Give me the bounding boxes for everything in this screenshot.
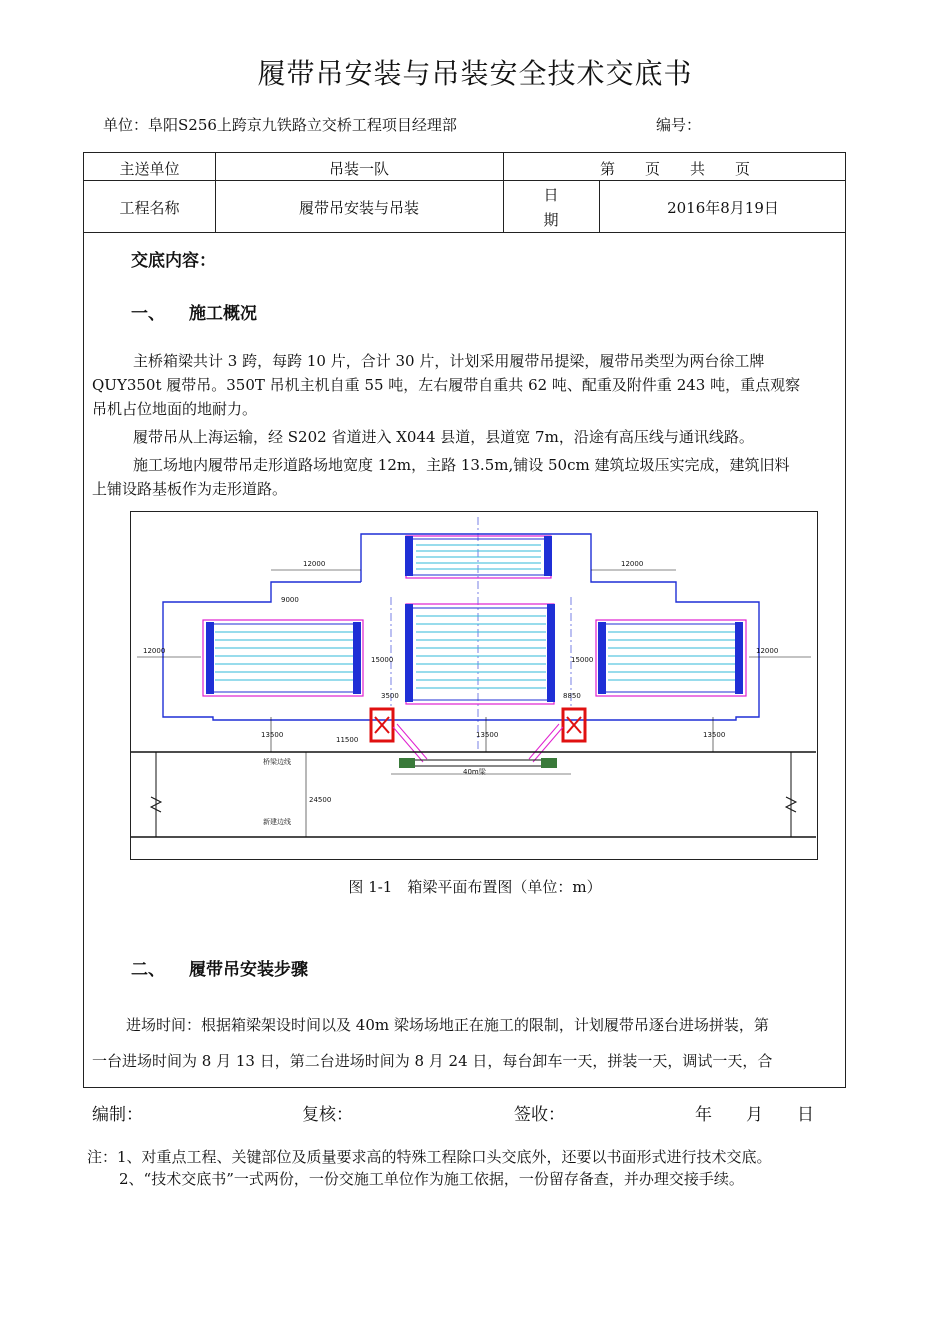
reviewer-label: 复核： (302, 1105, 353, 1125)
dim-label: 13500 (261, 731, 284, 739)
number-label: 编号： (656, 116, 702, 134)
paragraph-line: 吊机占位地面的地耐力。 (92, 400, 258, 418)
dim-label: 13500 (703, 731, 726, 739)
crane-left (371, 709, 427, 762)
dim-label: 15000 (571, 656, 594, 664)
dim-label: 24500 (309, 796, 332, 804)
project-name-label: 工程名称 (119, 199, 180, 217)
section-2-number: 二、 (131, 960, 165, 980)
unit-label: 单位：阜阳S256上跨京九铁路立交桥工程项目经理部 (103, 116, 457, 134)
paragraph-line: 主桥箱梁共计 3 跨，每跨 10 片，合计 30 片，计划采用履带吊提梁，履带吊类型为两台徐工牌 (133, 352, 765, 370)
row-divider (84, 180, 845, 181)
send-unit-value: 吊装一队 (328, 160, 389, 178)
paragraph-line: 进场时间：根据箱梁架设时间以及 40m 梁场场地正在施工的限制，计划履带吊逐台进场拼装，第 (126, 1016, 769, 1034)
paragraph-line: 履带吊从上海运输，经 S202 省道进入 X044 县道，县道宽 7m，沿途有高压线与通讯线路。 (133, 428, 754, 446)
transport-vehicle (541, 758, 557, 768)
send-unit-label: 主送单位 (119, 160, 180, 178)
dim-label: 12000 (143, 647, 166, 655)
section-1-number: 一、 (131, 304, 165, 324)
transport-vehicle (399, 758, 415, 768)
beam-group-right (596, 620, 746, 696)
date-label-2: 期 (543, 211, 559, 229)
road-label: 新建边线 (263, 818, 291, 826)
paragraph-line: QUY350t 履带吊。350T 吊机主机自重 55 吨，左右履带自重共 62 吨、配重及附件重 243 吨，重点观察 (92, 376, 801, 394)
dim-label: 3500 (381, 692, 399, 700)
note-2: 2、“技术交底书”一式两份，一份交施工单位作为施工依据，一份留存备查，并办理交接手续。 (119, 1170, 744, 1188)
dim-label: 8850 (563, 692, 581, 700)
page-count: 第 页 共 页 (599, 160, 750, 178)
crane-right (529, 709, 585, 762)
beam-40m (403, 760, 551, 766)
row-divider (84, 232, 845, 233)
beam-layout-drawing (130, 511, 818, 860)
dim-label: 12000 (621, 560, 644, 568)
date-label-1: 日 (543, 186, 559, 204)
beam-group-center (405, 604, 555, 704)
break-mark (151, 797, 161, 812)
editor-label: 编制： (92, 1105, 143, 1125)
beam-group-left (203, 620, 363, 696)
receiver-label: 签收： (514, 1105, 565, 1125)
date-value: 2016年8月19日 (667, 199, 779, 217)
content-heading: 交底内容： (131, 251, 216, 271)
dim-label: 15000 (371, 656, 394, 664)
document-title: 履带吊安装与吊装安全技术交底书 (257, 57, 693, 90)
dim-label: 13500 (476, 731, 499, 739)
note-1: 注：1、对重点工程、关键部位及质量要求高的特殊工程除口头交底外，还要以书面形式进行技术交底。 (87, 1148, 772, 1166)
dim-label: 9000 (281, 596, 299, 604)
beam-group-top (405, 536, 552, 578)
paragraph-line: 施工场地内履带吊走形道路场地宽度 12m，主路 13.5m,铺设 50cm 建筑垃圾压实完成，建筑旧料 (133, 456, 790, 474)
section-2-title: 履带吊安装步骤 (189, 960, 308, 980)
section-1-title: 施工概况 (189, 304, 257, 324)
sign-date: 年 月 日 (695, 1105, 814, 1125)
figure-caption: 图 1-1 箱梁平面布置图（单位：m） (348, 878, 602, 896)
project-name-value: 履带吊安装与吊装 (298, 199, 419, 217)
dim-label: 40m梁 (463, 768, 486, 776)
dim-label: 12000 (756, 647, 779, 655)
dim-label: 11500 (336, 736, 359, 744)
road-label: 桥梁边线 (263, 758, 291, 766)
paragraph-line: 上铺设路基板作为走形道路。 (92, 480, 288, 498)
paragraph-line: 一台进场时间为 8 月 13 日，第二台进场时间为 8 月 24 日，每台卸车一天，拼装一天，调试一天，合 (92, 1052, 773, 1070)
dim-label: 12000 (303, 560, 326, 568)
layout-svg (131, 512, 816, 858)
break-mark (786, 797, 796, 812)
